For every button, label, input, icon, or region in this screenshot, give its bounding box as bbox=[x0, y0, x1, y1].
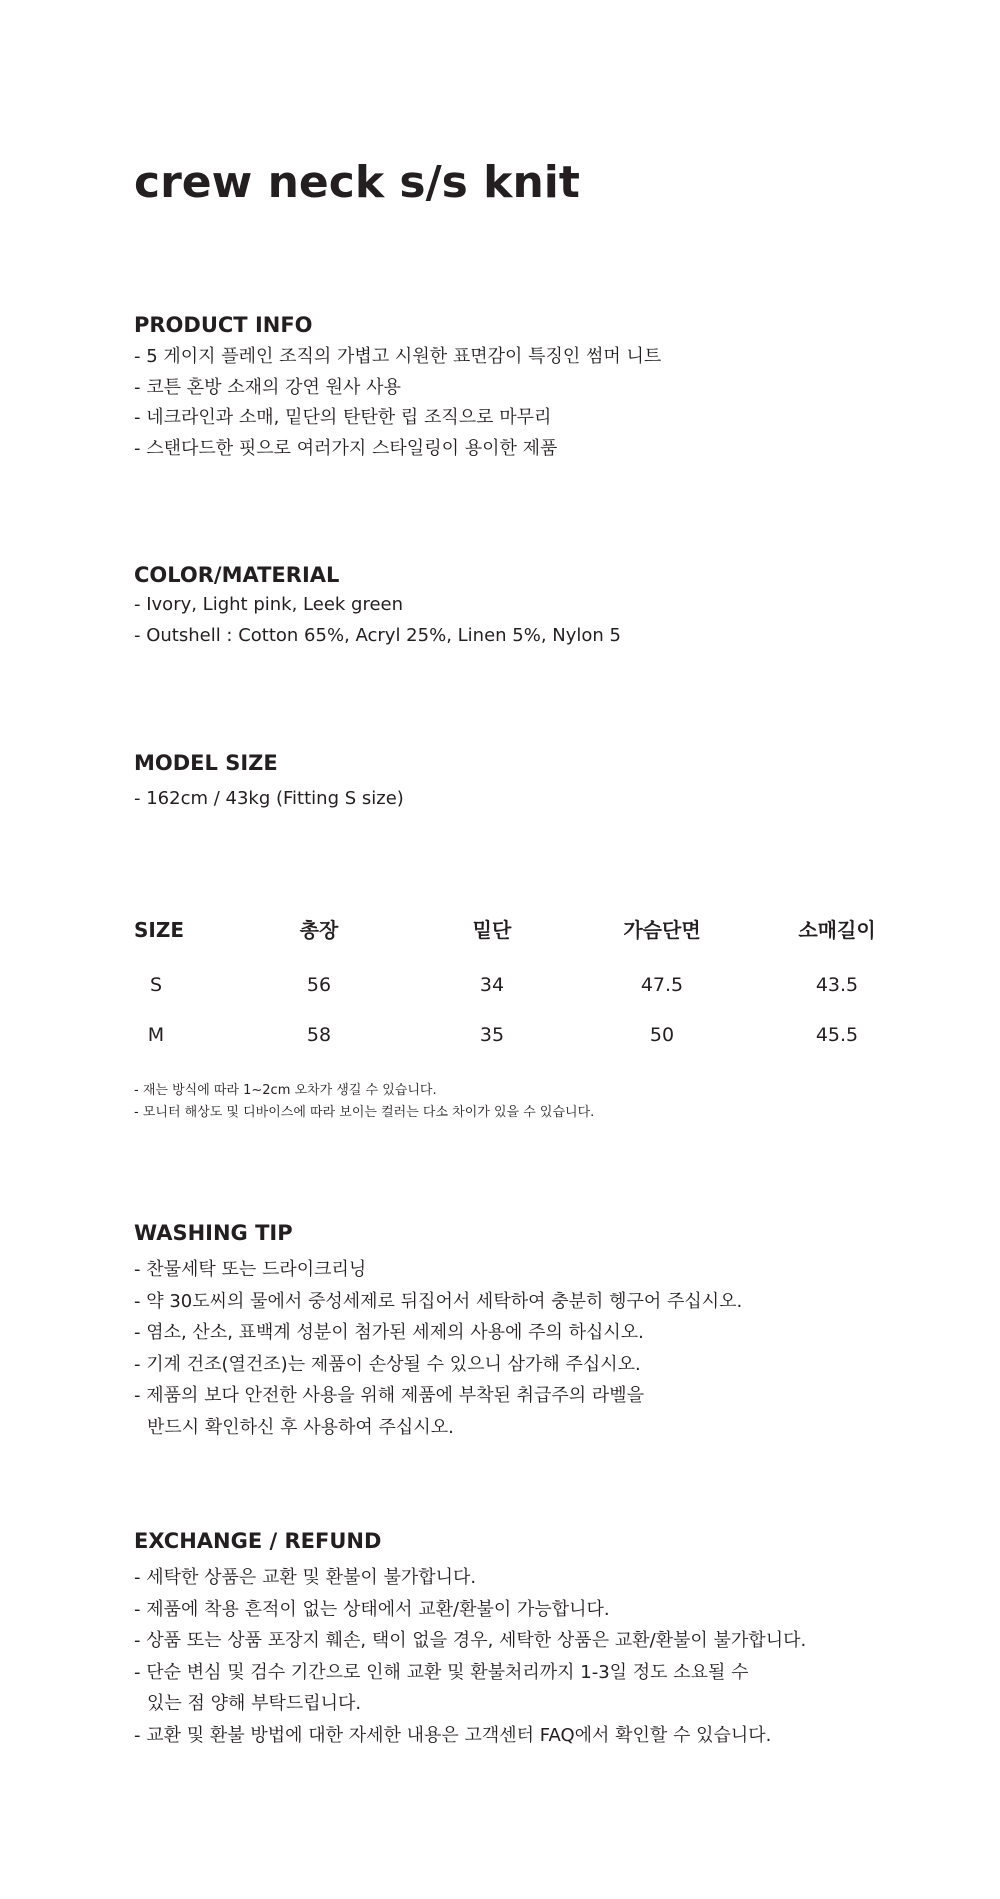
size-notes bbox=[134, 1080, 594, 1124]
size-table-header: 총장 bbox=[299, 918, 339, 942]
color-material-heading: COLOR/MATERIAL bbox=[134, 563, 340, 587]
product-info-section bbox=[134, 310, 934, 464]
model-size-line: - 162cm / 43kg (Fitting S size) bbox=[134, 788, 404, 809]
color-material-line: - Ivory, Light pink, Leek green bbox=[134, 594, 404, 615]
exchange-refund-line: 있는 점 양해 부탁드립니다. bbox=[147, 1693, 362, 1714]
exchange-refund-line: - 단순 변심 및 검수 기간으로 인해 교환 및 환불처리까지 1-3일 정도 소요될 수 bbox=[134, 1661, 749, 1683]
exchange-refund-line: - 세탁한 상품은 교환 및 환불이 불가합니다. bbox=[134, 1567, 477, 1588]
chest-cell: 50 bbox=[649, 1024, 675, 1046]
product-info-line: - 5 게이지 플레인 조직의 가볍고 시원한 표면감이 특징인 썸머 니트 bbox=[134, 346, 662, 367]
sleeve-cell: 43.5 bbox=[815, 974, 859, 996]
chest-cell: 47.5 bbox=[640, 974, 684, 996]
washing-tip-section bbox=[134, 1218, 934, 1443]
washing-tip-line: - 염소, 산소, 표백계 성분이 첨가된 세제의 사용에 주의 하십시오. bbox=[134, 1322, 644, 1343]
size-table-header-row bbox=[134, 905, 914, 955]
size-note: - 모니터 해상도 및 디바이스에 따라 보이는 컬러는 다소 차이가 있을 수 있습니다. bbox=[134, 1105, 595, 1120]
size-table-header: 가슴단면 bbox=[623, 918, 701, 942]
washing-tip-line: - 약 30도씨의 물에서 중성세제로 뒤집어서 세탁하여 충분히 헹구어 주십시오. bbox=[134, 1290, 743, 1312]
color-material-section bbox=[134, 560, 934, 651]
model-size-section bbox=[134, 748, 934, 815]
exchange-refund-line: - 제품에 착용 흔적이 없는 상태에서 교환/환불이 가능합니다. bbox=[134, 1598, 610, 1620]
exchange-refund-line: - 교환 및 환불 방법에 대한 자세한 내용은 고객센터 FAQ에서 확인할 수 있습니다. bbox=[134, 1724, 772, 1746]
table-row bbox=[134, 960, 914, 1010]
size-cell: S bbox=[149, 974, 163, 996]
model-size-heading: MODEL SIZE bbox=[134, 751, 278, 775]
exchange-refund-section bbox=[134, 1526, 934, 1751]
washing-tip-line: 반드시 확인하신 후 사용하여 주십시오. bbox=[147, 1416, 454, 1438]
length-cell: 56 bbox=[306, 974, 332, 996]
size-note: - 재는 방식에 따라 1~2cm 오차가 생길 수 있습니다. bbox=[134, 1083, 437, 1098]
color-material-line: - Outshell : Cotton 65%, Acryl 25%, Linen 5%, Nylon 5 bbox=[134, 624, 621, 646]
size-table-header: SIZE bbox=[134, 918, 185, 942]
product-info-line: - 코튼 혼방 소재의 강연 원사 사용 bbox=[134, 376, 401, 398]
sleeve-cell: 45.5 bbox=[815, 1024, 859, 1046]
washing-tip-line: - 제품의 보다 안전한 사용을 위해 제품에 부착된 취급주의 라벨을 bbox=[134, 1385, 645, 1406]
size-table-header: 소매길이 bbox=[798, 918, 876, 942]
hem-cell: 35 bbox=[479, 1024, 505, 1046]
length-cell: 58 bbox=[306, 1024, 332, 1046]
washing-tip-line: - 찬물세탁 또는 드라이크리닝 bbox=[134, 1259, 367, 1280]
product-info-line: - 스탠다드한 핏으로 여러가지 스타일링이 용이한 제품 bbox=[134, 437, 558, 459]
table-row bbox=[134, 1010, 914, 1060]
exchange-refund-heading: EXCHANGE / REFUND bbox=[134, 1529, 382, 1553]
size-cell: M bbox=[147, 1024, 165, 1046]
color-material-list bbox=[134, 590, 934, 651]
washing-tip-line: - 기계 건조(열건조)는 제품이 손상될 수 있으니 삼가해 주십시오. bbox=[134, 1353, 641, 1375]
washing-tip-list bbox=[134, 1254, 934, 1443]
washing-tip-heading: WASHING TIP bbox=[134, 1221, 293, 1245]
exchange-refund-list bbox=[134, 1562, 934, 1751]
size-table-header: 밑단 bbox=[472, 918, 512, 942]
size-table bbox=[134, 905, 914, 1060]
exchange-refund-line: - 상품 또는 상품 포장지 훼손, 택이 없을 경우, 세탁한 상품은 교환/환불이 불가합니다. bbox=[134, 1630, 807, 1651]
hem-cell: 34 bbox=[479, 974, 505, 996]
model-size-list bbox=[134, 784, 934, 815]
product-info-line: - 네크라인과 소매, 밑단의 탄탄한 립 조직으로 마무리 bbox=[134, 407, 552, 428]
product-info-list bbox=[134, 342, 934, 464]
product-title: crew neck s/s knit bbox=[134, 157, 580, 208]
product-info-heading: PRODUCT INFO bbox=[134, 313, 313, 337]
